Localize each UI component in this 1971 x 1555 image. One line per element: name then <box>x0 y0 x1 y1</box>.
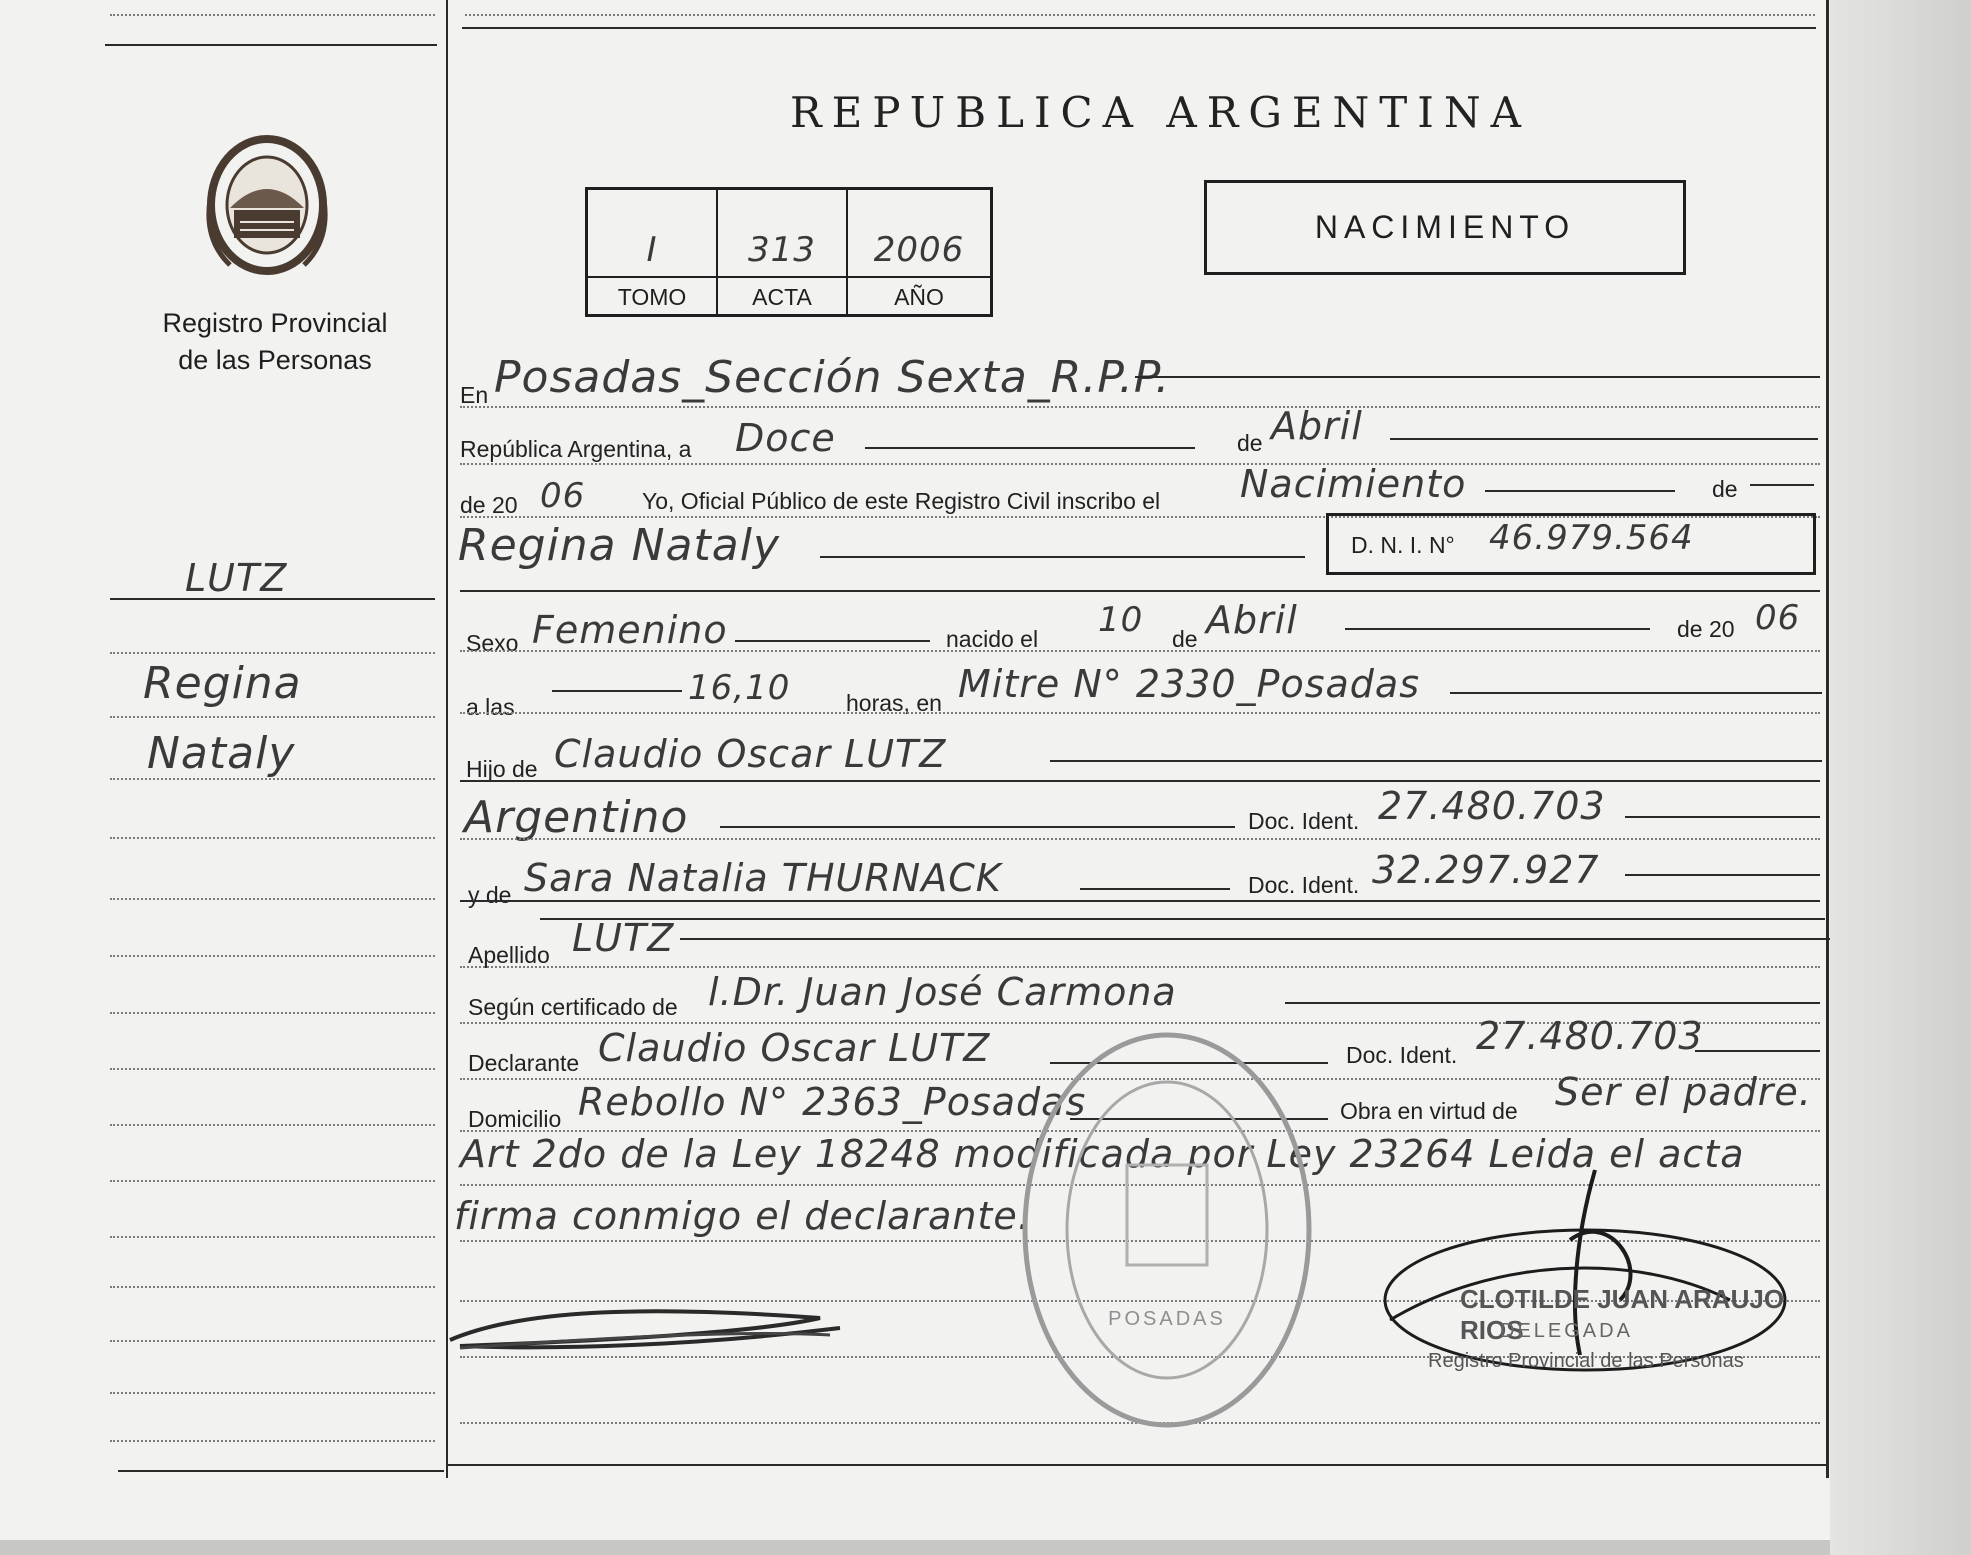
label-de-2: de <box>1712 476 1738 502</box>
field-day: Doce <box>735 416 836 460</box>
label-doc-ident-1: Doc. Ident. <box>1248 808 1360 834</box>
column-divider <box>446 0 448 1478</box>
field-year-suffix: 06 <box>540 476 586 516</box>
margin-dotted-line <box>110 898 435 900</box>
rule <box>1135 376 1820 378</box>
label-a-las: a las <box>466 694 515 720</box>
dotted-line <box>460 406 1820 408</box>
label-obra-en-virtud: Obra en virtud de <box>1340 1098 1518 1124</box>
margin-dotted-line <box>110 1340 435 1342</box>
field-surname: LUTZ <box>572 916 675 960</box>
field-certificate-by: l.Dr. Juan José Carmona <box>708 970 1177 1014</box>
margin-given-name-1: Regina <box>143 658 302 709</box>
label-dni: D. N. I. N° <box>1351 532 1455 558</box>
official-stamp-name: CLOTILDE JUAN ARAUJO RIOS <box>1460 1284 1785 1345</box>
margin-dotted-line <box>110 955 435 957</box>
field-father-nationality: Argentino <box>464 792 689 843</box>
official-stamp-title: DELEGADA <box>1500 1320 1633 1342</box>
label-hijo-de: Hijo de <box>466 756 538 782</box>
field-note-line-2: firma conmigo el declarante. <box>454 1194 1031 1238</box>
field-birth-month: Abril <box>1206 598 1298 642</box>
rule <box>1485 490 1675 492</box>
field-address: Rebollo N° 2363_Posadas <box>578 1080 1087 1124</box>
ano-value: 2006 <box>873 230 965 270</box>
provincial-seal-logo <box>200 130 335 280</box>
margin-given-name-2: Nataly <box>147 728 296 779</box>
field-dni: 46.979.564 <box>1489 518 1694 558</box>
margin-surname: LUTZ <box>185 556 288 600</box>
margin-dotted-line <box>110 716 435 718</box>
field-name: Regina Nataly <box>458 520 780 571</box>
dotted-line <box>460 463 1820 465</box>
margin-dotted-line <box>110 652 435 654</box>
tomo-cell <box>588 190 718 314</box>
top-dotted-line-right <box>465 14 1815 16</box>
margin-bottom-rule <box>118 1470 444 1472</box>
field-birth-day: 10 <box>1098 600 1144 640</box>
field-act-word: Nacimiento <box>1240 462 1467 506</box>
field-note-line-1: Art 2do de la Ley 18248 modificada por Ley 23264 Leida el acta <box>460 1132 1745 1176</box>
rule <box>1450 692 1822 694</box>
rule <box>1390 438 1818 440</box>
official-round-stamp <box>1012 1025 1322 1435</box>
field-place: Posadas_Sección Sexta_R.P.P. <box>494 352 1171 403</box>
label-horas-en: horas, en <box>846 690 942 716</box>
field-mother: Sara Natalia THURNACK <box>524 856 1002 900</box>
field-by-virtue: Ser el padre. <box>1555 1070 1812 1114</box>
label-sexo: Sexo <box>466 630 519 656</box>
page-right-border <box>1826 0 1829 1478</box>
margin-dotted-line <box>110 1236 435 1238</box>
label-domicilio: Domicilio <box>468 1106 562 1132</box>
field-declarant-doc: 27.480.703 <box>1476 1014 1704 1058</box>
label-republica: República Argentina, a <box>460 436 692 462</box>
label-nacido-el: nacido el <box>946 626 1039 652</box>
margin-dotted-line <box>110 837 435 839</box>
label-de: de <box>1237 430 1263 456</box>
rule <box>1625 816 1820 818</box>
issuer-line-2: de las Personas <box>178 345 372 375</box>
rule <box>460 590 1820 592</box>
rule <box>1750 484 1814 486</box>
ano-header: AÑO <box>848 276 990 316</box>
dotted-line <box>460 838 1820 840</box>
margin-dotted-line <box>110 1286 435 1288</box>
label-yo-oficial: Yo, Oficial Público de este Registro Civil inscribo el <box>642 488 1161 514</box>
top-rule-right <box>462 27 1816 29</box>
rule <box>552 690 682 692</box>
label-y-de: y de <box>468 882 512 908</box>
act-type-box: NACIMIENTO <box>1204 180 1686 275</box>
dotted-line <box>460 712 1820 714</box>
rule <box>1080 888 1230 890</box>
rule <box>820 556 1305 558</box>
field-birth-year-suffix: 06 <box>1755 598 1801 638</box>
tomo-value: I <box>646 230 658 270</box>
top-rule-left <box>105 44 437 46</box>
rule <box>1050 760 1822 762</box>
field-father: Claudio Oscar LUTZ <box>554 732 947 776</box>
label-en: En <box>460 382 489 408</box>
label-doc-ident-2: Doc. Ident. <box>1248 872 1360 898</box>
margin-dotted-line <box>110 1440 435 1442</box>
acta-value: 313 <box>748 230 816 270</box>
rule <box>1695 1050 1820 1052</box>
label-apellido: Apellido <box>468 942 550 968</box>
field-time: 16,10 <box>688 668 791 708</box>
label-de-20: de 20 <box>460 492 518 518</box>
rule <box>1625 874 1820 876</box>
rule <box>1345 628 1650 630</box>
rule <box>865 447 1195 449</box>
top-dotted-line <box>110 14 435 16</box>
issuer-line-1: Registro Provincial <box>162 308 388 338</box>
field-birth-place: Mitre N° 2330_Posadas <box>958 662 1420 706</box>
field-sex: Femenino <box>532 608 728 652</box>
margin-dotted-line <box>110 1068 435 1070</box>
rule <box>1285 1002 1820 1004</box>
field-month: Abril <box>1271 404 1363 448</box>
margin-dotted-line <box>110 1012 435 1014</box>
label-declarante: Declarante <box>468 1050 580 1076</box>
rule <box>460 780 1820 782</box>
tomo-header: TOMO <box>588 276 716 316</box>
bottom-rule <box>446 1464 1828 1466</box>
rule <box>540 918 1825 920</box>
margin-dotted-line <box>110 778 435 780</box>
margin-dotted-line <box>110 1124 435 1126</box>
register-table <box>585 187 993 317</box>
margin-dotted-line <box>110 1392 435 1394</box>
ano-cell <box>848 190 990 314</box>
rule <box>460 900 1820 902</box>
dotted-line <box>460 650 1820 652</box>
margin-surname-rule <box>110 598 435 600</box>
rule <box>680 938 1830 940</box>
country-title: REPUBLICA ARGENTINA <box>790 88 1531 137</box>
label-de-20b: de 20 <box>1677 616 1735 642</box>
margin-dotted-line <box>110 1180 435 1182</box>
label-segun-certificado: Según certificado de <box>468 994 678 1020</box>
issuer-name <box>140 305 410 379</box>
stamp-city: POSADAS <box>1108 1308 1226 1330</box>
label-doc-ident-3: Doc. Ident. <box>1346 1042 1458 1068</box>
field-declarant: Claudio Oscar LUTZ <box>598 1026 991 1070</box>
acta-header: ACTA <box>718 276 846 316</box>
field-father-doc: 27.480.703 <box>1378 784 1606 828</box>
label-de-3: de <box>1172 626 1198 652</box>
official-stamp-office: Registro Provincial de las Personas <box>1428 1350 1744 1372</box>
page-edge <box>1830 0 1971 1555</box>
acta-cell <box>718 190 848 314</box>
dni-box <box>1326 513 1816 575</box>
rule <box>735 640 930 642</box>
field-mother-doc: 32.297.927 <box>1372 848 1600 892</box>
declarant-signature <box>440 1290 860 1380</box>
rule <box>720 826 1235 828</box>
dotted-line <box>460 966 1820 968</box>
